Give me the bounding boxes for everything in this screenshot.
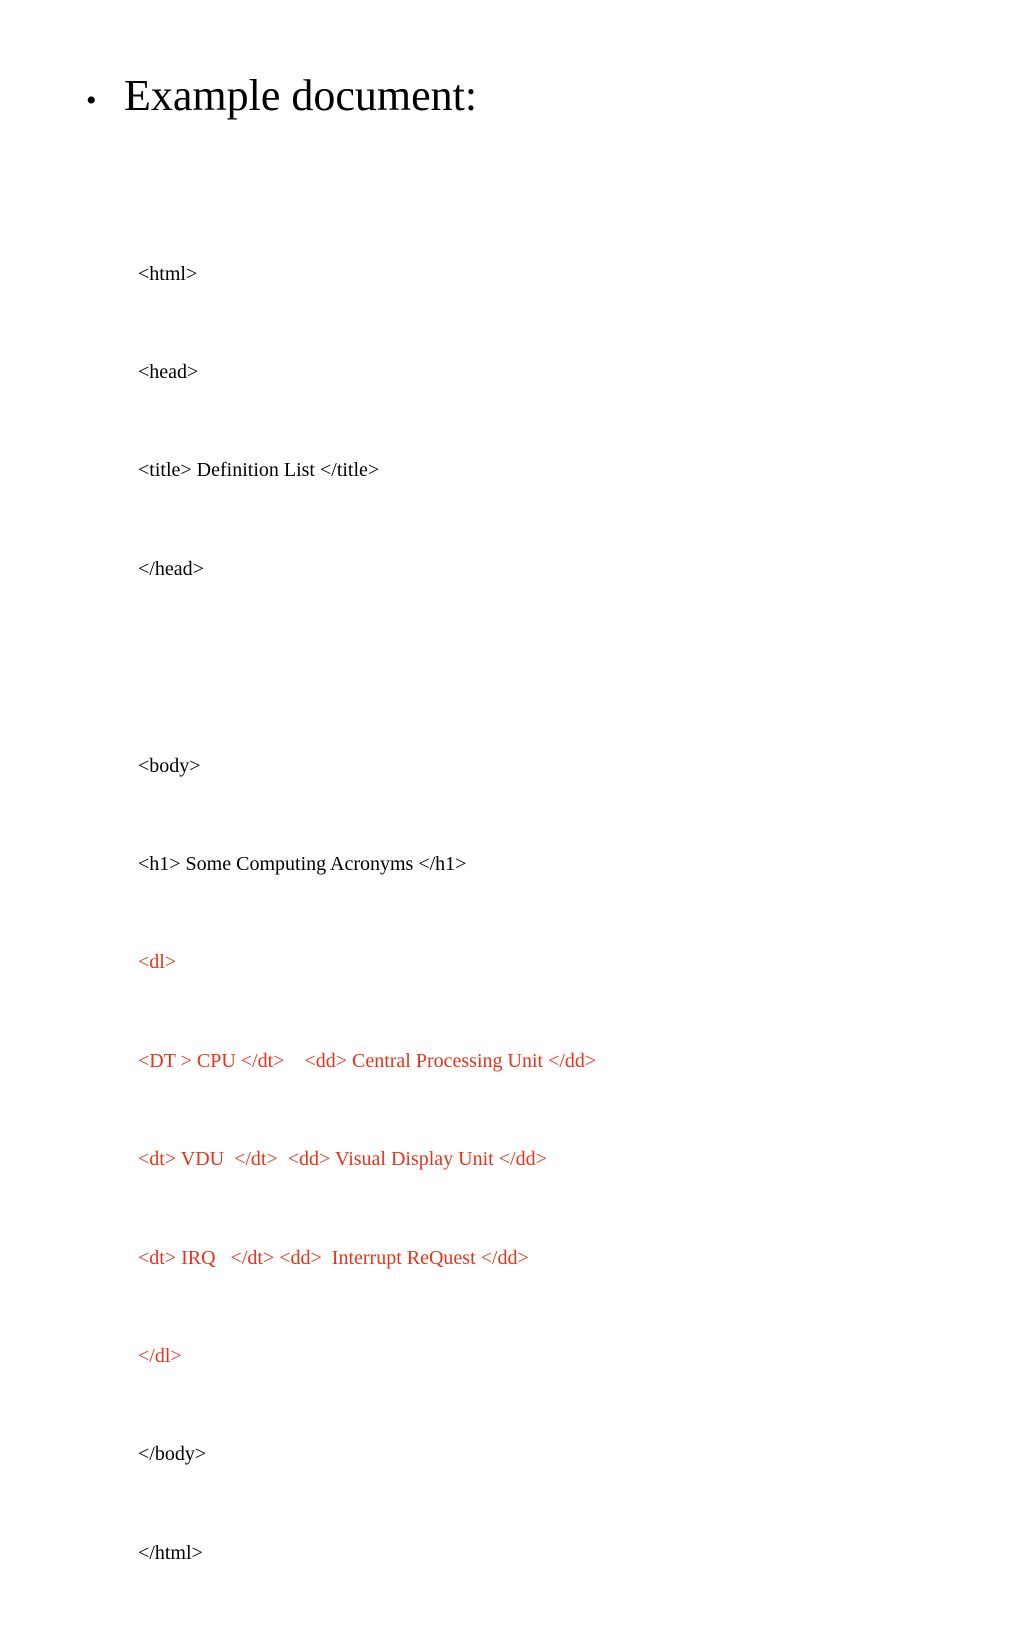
blank-line <box>138 651 596 684</box>
code-line-highlighted: </dl> <box>138 1344 182 1367</box>
code-line-highlighted: <dt> IRQ </dt> <dd> Interrupt ReQuest </dd> <box>138 1246 529 1269</box>
code-line: <h1> Some Computing Acronyms </h1> <box>138 852 467 875</box>
code-line-highlighted: <dt> VDU </dt> <dd> Visual Display Unit </dd> <box>138 1148 547 1171</box>
code-line: <title> Definition List </title> <box>138 459 380 482</box>
code-line: </body> <box>138 1443 207 1466</box>
bullet-item <box>86 70 477 127</box>
bullet-marker: • <box>86 84 97 117</box>
code-line: </head> <box>138 557 204 580</box>
slide-heading: Example document: <box>124 71 478 120</box>
code-line-highlighted: <dl> <box>138 951 177 974</box>
code-line: <body> <box>138 754 201 777</box>
code-line: </html> <box>138 1541 203 1564</box>
code-listing <box>138 192 596 1635</box>
code-line: <html> <box>138 262 198 285</box>
code-line-highlighted: <DT > CPU </dt> <dd> Central Processing Unit </dd> <box>138 1049 597 1072</box>
code-line: <head> <box>138 360 199 383</box>
